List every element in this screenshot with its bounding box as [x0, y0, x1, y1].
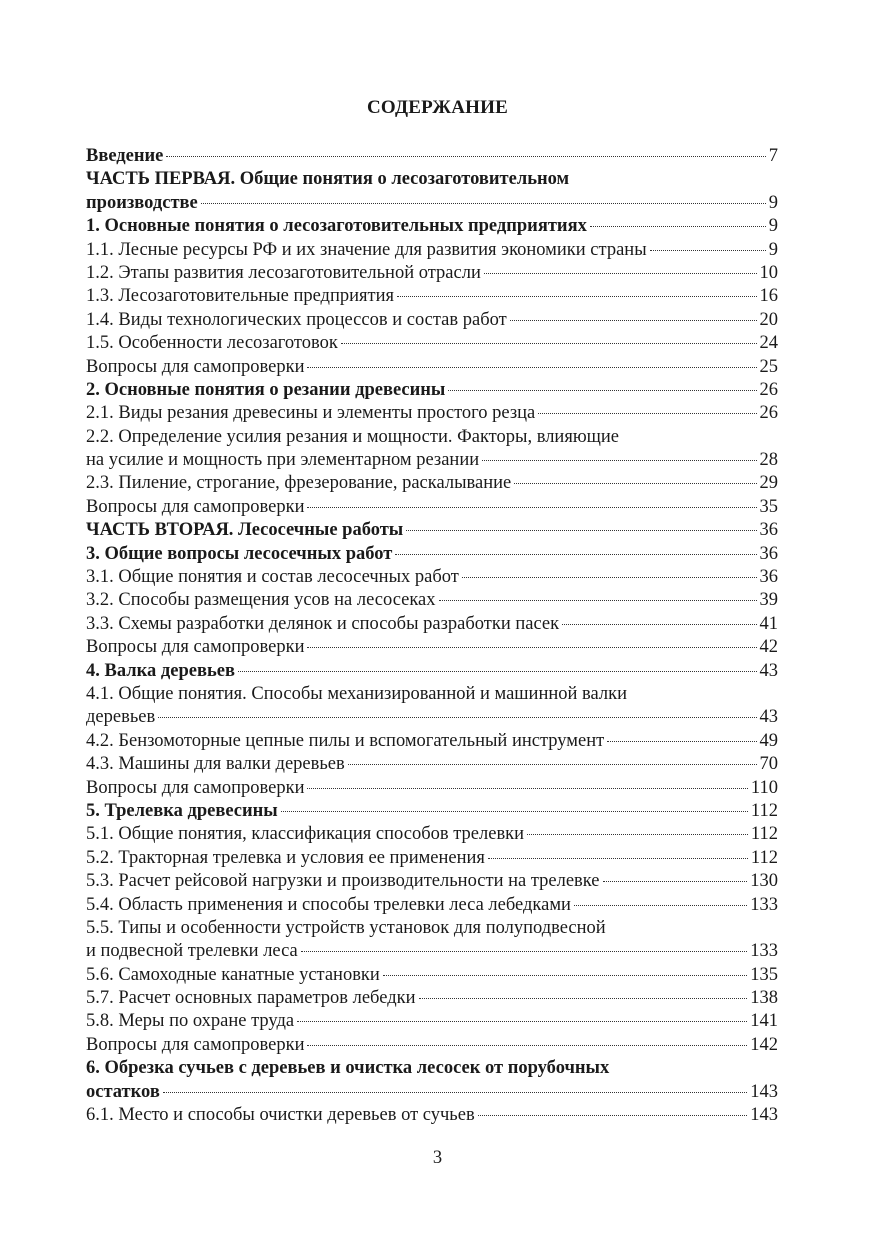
dot-leader [158, 717, 756, 718]
toc-entry-page: 28 [759, 450, 778, 471]
toc-entry [86, 706, 778, 729]
toc-entry [86, 1104, 778, 1127]
toc-entry-title: 1.2. Этапы развития лесозаготовительной отрасли [86, 262, 481, 283]
toc-entry [86, 262, 778, 285]
dot-leader [603, 881, 748, 882]
dot-leader [307, 367, 756, 368]
toc-entry [86, 753, 778, 776]
toc-entry-page: 26 [759, 379, 778, 400]
toc-entry-title: 6. Обрезка сучьев с деревьев и очистка лесосек от порубочных [86, 1058, 610, 1079]
toc-entry [86, 800, 778, 823]
toc-entry [86, 426, 778, 449]
toc-entry [86, 1081, 778, 1104]
toc-entry [86, 309, 778, 332]
toc-entry-title: 5. Трелевка древесины [86, 800, 278, 821]
dot-leader [307, 1045, 747, 1046]
dot-leader [574, 905, 747, 906]
toc-entry-page: 9 [768, 239, 778, 260]
toc-entry-page: 133 [750, 941, 778, 962]
toc-entry [86, 192, 778, 215]
toc-entry-page: 10 [759, 262, 778, 283]
toc-entry [86, 870, 778, 893]
dot-leader [297, 1021, 747, 1022]
toc-entry [86, 777, 778, 800]
toc-entry-page: 135 [750, 964, 778, 985]
toc-entry [86, 917, 778, 940]
toc-entry-page: 42 [759, 637, 778, 658]
dot-leader [201, 203, 766, 204]
toc-entry [86, 332, 778, 355]
toc-entry-page: 41 [759, 613, 778, 634]
toc-entry [86, 285, 778, 308]
toc-entry-title: производстве [86, 192, 198, 213]
toc-entry [86, 894, 778, 917]
toc-entry-title: ЧАСТЬ ПЕРВАЯ. Общие понятия о лесозаготовительном [86, 169, 570, 190]
toc-entry-page: 110 [750, 777, 778, 798]
toc-entry [86, 215, 778, 238]
toc-entry-page: 16 [759, 286, 778, 307]
dot-leader [301, 951, 747, 952]
dot-leader [307, 507, 756, 508]
toc-entry-title: 4.1. Общие понятия. Способы механизированной и машинной валки [86, 683, 628, 704]
toc-entry [86, 543, 778, 566]
toc-entry-title: Вопросы для самопроверки [86, 496, 305, 517]
toc-entry-page: 9 [768, 216, 778, 237]
toc-entry-page: 35 [759, 496, 778, 517]
toc-entry [86, 496, 778, 519]
dot-leader [650, 250, 766, 251]
dot-leader [488, 858, 748, 859]
toc-entry-page: 9 [768, 192, 778, 213]
dot-leader [538, 413, 756, 414]
toc-entry-page: 141 [750, 1011, 778, 1032]
toc-entry-page: 70 [759, 754, 778, 775]
dot-leader [281, 811, 748, 812]
dot-leader [527, 834, 748, 835]
toc-entry-title: 4.2. Бензомоторные цепные пилы и вспомогательный инструмент [86, 730, 605, 751]
toc-entry-title: 1. Основные понятия о лесозаготовительных предприятиях [86, 216, 587, 237]
toc-entry-page: 36 [759, 567, 778, 588]
toc-entry-title: 2.2. Определение усилия резания и мощности. Факторы, влияющие [86, 426, 620, 447]
toc-entry-title: 2. Основные понятия о резании древесины [86, 379, 446, 400]
toc-entry [86, 589, 778, 612]
toc-entry-title: 3.2. Способы размещения усов на лесосеках [86, 590, 436, 611]
toc-entry [86, 730, 778, 753]
toc-entry-title: 1.1. Лесные ресурсы РФ и их значение для развития экономики страны [86, 239, 647, 260]
dot-leader [397, 296, 756, 297]
toc-entry [86, 940, 778, 963]
toc-entry-title: 1.4. Виды технологических процессов и состав работ [86, 309, 507, 330]
page-title: СОДЕРЖАНИЕ [367, 97, 508, 118]
dot-leader [307, 788, 747, 789]
toc-entry-title: 2.1. Виды резания древесины и элементы простого резца [86, 403, 536, 424]
toc-entry-title: 3.1. Общие понятия и состав лесосечных работ [86, 567, 459, 588]
toc-entry-page: 43 [759, 660, 778, 681]
dot-leader [607, 741, 756, 742]
toc-entry [86, 449, 778, 472]
toc-entry-page: 143 [750, 1105, 778, 1126]
toc-entry-page: 138 [750, 988, 778, 1009]
toc-entry [86, 379, 778, 402]
toc-entry-title: 5.4. Область применения и способы трелевки леса лебедками [86, 894, 571, 915]
toc-entry-title: Вопросы для самопроверки [86, 1034, 305, 1055]
toc-entry-page: 112 [750, 824, 778, 845]
toc-entry-title: 5.2. Тракторная трелевка и условия ее применения [86, 847, 485, 868]
toc-entry [86, 519, 778, 542]
toc-entry [86, 964, 778, 987]
toc-entry-title: 3.3. Схемы разработки делянок и способы разработки пасек [86, 613, 560, 634]
dot-leader [562, 624, 756, 625]
toc-entry-title: ЧАСТЬ ВТОРАЯ. Лесосечные работы [86, 520, 404, 541]
toc-entry-title: Вопросы для самопроверки [86, 637, 305, 658]
toc-entry-title: остатков [86, 1081, 160, 1102]
toc-entry [86, 613, 778, 636]
toc-entry-title: 5.5. Типы и особенности устройств установок для полуподвесной [86, 917, 606, 938]
dot-leader [341, 343, 757, 344]
toc-entry [86, 566, 778, 589]
toc-entry-title: 5.7. Расчет основных параметров лебедки [86, 988, 416, 1009]
toc-entry-page: 130 [750, 871, 778, 892]
dot-leader [395, 554, 756, 555]
dot-leader [448, 390, 756, 391]
toc-entry-page: 20 [759, 309, 778, 330]
toc-entry-title: 1.3. Лесозаготовительные предприятия [86, 286, 395, 307]
toc-entry-page: 142 [750, 1034, 778, 1055]
dot-leader [406, 530, 756, 531]
dot-leader [478, 1115, 748, 1116]
dot-leader [383, 975, 747, 976]
page-number: 3 [432, 1148, 443, 1168]
dot-leader [462, 577, 757, 578]
toc-entry [86, 683, 778, 706]
toc-entry-title: 1.5. Особенности лесозаготовок [86, 333, 338, 354]
toc-entry [86, 1010, 778, 1033]
toc-entry-page: 25 [759, 356, 778, 377]
toc-entry-page: 29 [759, 473, 778, 494]
dot-leader [307, 647, 756, 648]
toc-entry-title: 3. Общие вопросы лесосечных работ [86, 543, 393, 564]
toc-entry-title: 6.1. Место и способы очистки деревьев от сучьев [86, 1105, 475, 1126]
toc-entry-page: 143 [750, 1081, 778, 1102]
toc-entry-page: 49 [759, 730, 778, 751]
toc-entry-page: 7 [768, 146, 778, 166]
toc-entry-title: на усилие и мощность при элементарном резании [86, 450, 480, 471]
toc-entry-title: Вопросы для самопроверки [86, 777, 305, 798]
toc-entry-title: 2.3. Пиление, строгание, фрезерование, раскалывание [86, 473, 512, 494]
toc-entry [86, 823, 778, 846]
dot-leader [510, 320, 757, 321]
table-of-contents [86, 145, 778, 1127]
dot-leader [166, 156, 765, 157]
toc-entry-title: Введение [86, 146, 164, 166]
toc-entry [86, 239, 778, 262]
toc-entry-title: 5.3. Расчет рейсовой нагрузки и производительности на трелевке [86, 871, 600, 892]
toc-entry [86, 472, 778, 495]
toc-entry-page: 43 [759, 707, 778, 728]
toc-entry-page: 133 [750, 894, 778, 915]
dot-leader [514, 483, 756, 484]
toc-entry-page: 112 [750, 800, 778, 821]
dot-leader [348, 764, 757, 765]
dot-leader [484, 273, 757, 274]
dot-leader [439, 600, 757, 601]
toc-entry-page: 24 [759, 333, 778, 354]
toc-entry-page: 36 [759, 543, 778, 564]
toc-entry [86, 1057, 778, 1080]
toc-entry [86, 636, 778, 659]
toc-entry-title: Вопросы для самопроверки [86, 356, 305, 377]
toc-entry-page: 26 [759, 403, 778, 424]
dot-leader [238, 671, 757, 672]
toc-entry-title: 5.1. Общие понятия, классификация способов трелевки [86, 824, 525, 845]
toc-entry-title: 5.6. Самоходные канатные установки [86, 964, 380, 985]
toc-entry [86, 145, 778, 168]
toc-entry [86, 402, 778, 425]
toc-entry-page: 112 [750, 847, 778, 868]
dot-leader [163, 1092, 747, 1093]
dot-leader [482, 460, 756, 461]
toc-entry [86, 660, 778, 683]
toc-entry-title: 5.8. Меры по охране труда [86, 1011, 295, 1032]
toc-entry-title: деревьев [86, 707, 156, 728]
toc-entry [86, 1034, 778, 1057]
toc-entry [86, 168, 778, 191]
toc-entry-title: 4. Валка деревьев [86, 660, 235, 681]
toc-entry-title: и подвесной трелевки леса [86, 941, 298, 962]
toc-entry-page: 36 [759, 520, 778, 541]
toc-entry-page: 39 [759, 590, 778, 611]
toc-entry [86, 356, 778, 379]
toc-entry [86, 987, 778, 1010]
toc-entry [86, 847, 778, 870]
dot-leader [419, 998, 748, 999]
dot-leader [590, 226, 766, 227]
toc-entry-title: 4.3. Машины для валки деревьев [86, 754, 345, 775]
